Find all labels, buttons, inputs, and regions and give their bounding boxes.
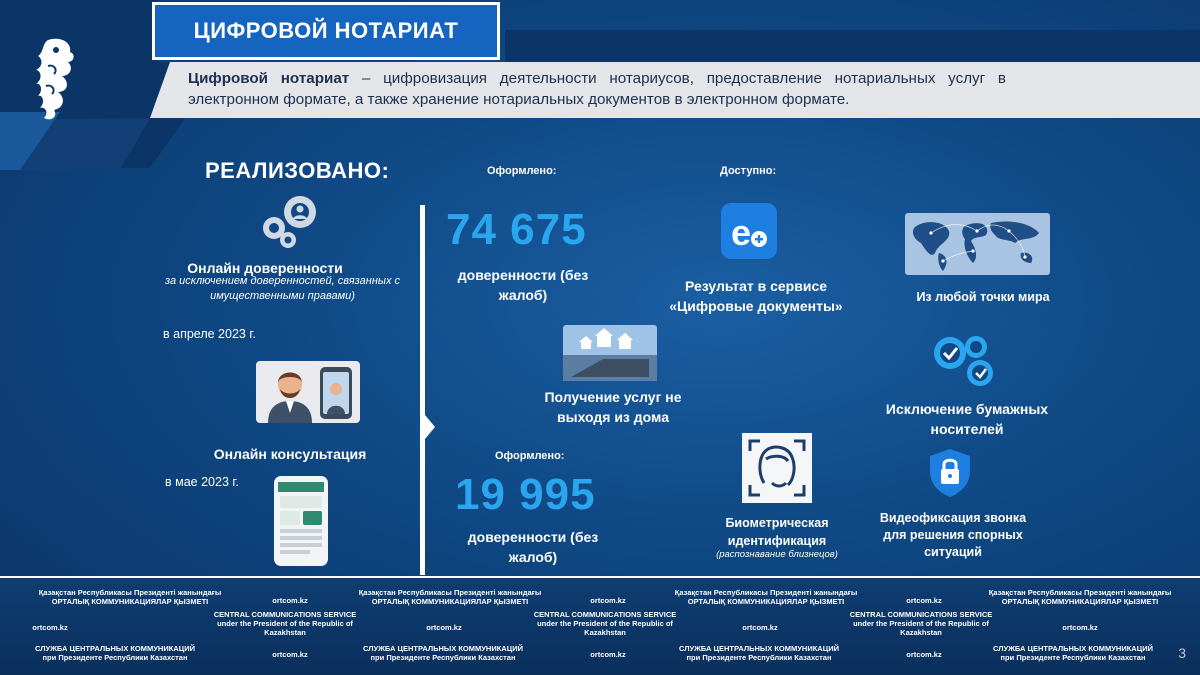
issued-caption-1: доверенности (без жалоб) — [457, 267, 589, 303]
issued-count-2: 19 995 — [455, 470, 596, 519]
online-consult-date: в мае 2023 г. — [165, 475, 239, 489]
definition-body: – цифровизация деятельности нотариусов, предоставление нотариальных услуг в электронном формате, а также хранение нотариальных документов в электронном формате. — [188, 70, 1006, 108]
definition-term: Цифровой нотариат — [188, 70, 350, 87]
video-call-icon — [256, 361, 360, 423]
definition-text — [188, 68, 1006, 110]
snow-leopard-logo-icon — [30, 36, 85, 122]
e-plus-icon — [721, 203, 777, 259]
divider-arrow — [425, 415, 435, 439]
footer-ru-1: СЛУЖБА ЦЕНТРАЛЬНЫХ КОММУНИКАЦИЙ при Президенте Республики Казахстан — [34, 644, 195, 662]
footer-site-10: ortcom.kz — [906, 650, 942, 659]
footer-ru-4: СЛУЖБА ЦЕНТРАЛЬНЫХ КОММУНИКАЦИЙ при Президенте Республики Казахстан — [992, 644, 1153, 662]
face-id-icon — [742, 433, 812, 503]
digital-docs-title: Результат в сервисе «Цифровые документы» — [669, 278, 843, 314]
gears-user-icon — [258, 192, 322, 250]
issued-label-2: Оформлено: — [495, 450, 565, 462]
footer-site-1: ortcom.kz — [272, 596, 308, 605]
home-services-title: Получение услуг не выходя из дома — [544, 389, 682, 425]
footer-site-2: ortcom.kz — [590, 596, 626, 605]
footer-kz-1: Қазақстан Республикасы Президенті жанындағы ОРТАЛЫҚ КОММУНИКАЦИЯЛАР ҚЫЗМЕТІ — [38, 588, 222, 606]
footer-site-5: ortcom.kz — [426, 623, 462, 632]
realized-heading: РЕАЛИЗОВАНО: — [205, 158, 390, 183]
issued-label-1: Оформлено: — [487, 165, 557, 177]
footer-site-7: ortcom.kz — [1062, 623, 1098, 632]
biometric-title: Биометрическая идентификация — [725, 516, 829, 548]
phone-app-icon — [274, 476, 328, 566]
biometric-subtitle: (распознавание близнецов) — [716, 549, 838, 560]
online-poa-title: Онлайн доверенности — [187, 260, 343, 276]
footer-site-3: ortcom.kz — [906, 596, 942, 605]
issued-caption-2: доверенности (без жалоб) — [467, 529, 599, 565]
footer-en-2: CENTRAL COMMUNICATIONS SERVICE under the President of the Republic of Kazakhstan — [533, 610, 677, 637]
footer-site-4: ortcom.kz — [32, 623, 68, 632]
world-map-icon — [905, 213, 1050, 275]
page-title: ЦИФРОВОЙ НОТАРИАТ — [152, 2, 500, 60]
footer-ru-3: СЛУЖБА ЦЕНТРАЛЬНЫХ КОММУНИКАЦИЙ при Президенте Республики Казахстан — [678, 644, 839, 662]
footer-kz-2: Қазақстан Республикасы Президенті жанындағы ОРТАЛЫҚ КОММУНИКАЦИЯЛАР ҚЫЗМЕТІ — [358, 588, 542, 606]
online-poa-date: в апреле 2023 г. — [163, 327, 256, 341]
column-divider — [420, 205, 425, 575]
footer-site-8: ortcom.kz — [272, 650, 308, 659]
video-record-title: Видеофиксация звонка для решения спорных ситуаций — [879, 511, 1027, 559]
footer-ru-2: СЛУЖБА ЦЕНТРАЛЬНЫХ КОММУНИКАЦИЙ при Президенте Республики Казахстан — [362, 644, 523, 662]
footer-en-3: CENTRAL COMMUNICATIONS SERVICE under the President of the Republic of Kazakhstan — [849, 610, 993, 637]
laptop-house-icon — [563, 325, 657, 381]
footer-kz-3: Қазақстан Республикасы Президенті жанындағы ОРТАЛЫҚ КОММУНИКАЦИЯЛАР ҚЫЗМЕТІ — [674, 588, 858, 606]
svg-text:e: e — [731, 212, 752, 253]
footer-kz-4: Қазақстан Республикасы Президенті жанындағы ОРТАЛЫҚ КОММУНИКАЦИЯЛАР ҚЫЗМЕТІ — [988, 588, 1172, 606]
gears-check-icon — [930, 333, 996, 389]
online-poa-subtitle: за исключением доверенностей, связанных с имущественными правами) — [164, 275, 401, 302]
anywhere-title: Из любой точки мира — [916, 290, 1050, 304]
footer-site-9: ortcom.kz — [590, 650, 626, 659]
footer-site-6: ortcom.kz — [742, 623, 778, 632]
shield-lock-icon — [928, 447, 972, 499]
available-label: Доступно: — [720, 165, 777, 177]
page-number: 3 — [1178, 645, 1186, 661]
footer — [0, 576, 1200, 675]
footer-en-1: CENTRAL COMMUNICATIONS SERVICE under the President of the Republic of Kazakhstan — [213, 610, 357, 637]
paperless-title: Исключение бумажных носителей — [885, 401, 1049, 437]
online-consult-title: Онлайн консультация — [213, 446, 367, 462]
issued-count-1: 74 675 — [446, 205, 587, 254]
